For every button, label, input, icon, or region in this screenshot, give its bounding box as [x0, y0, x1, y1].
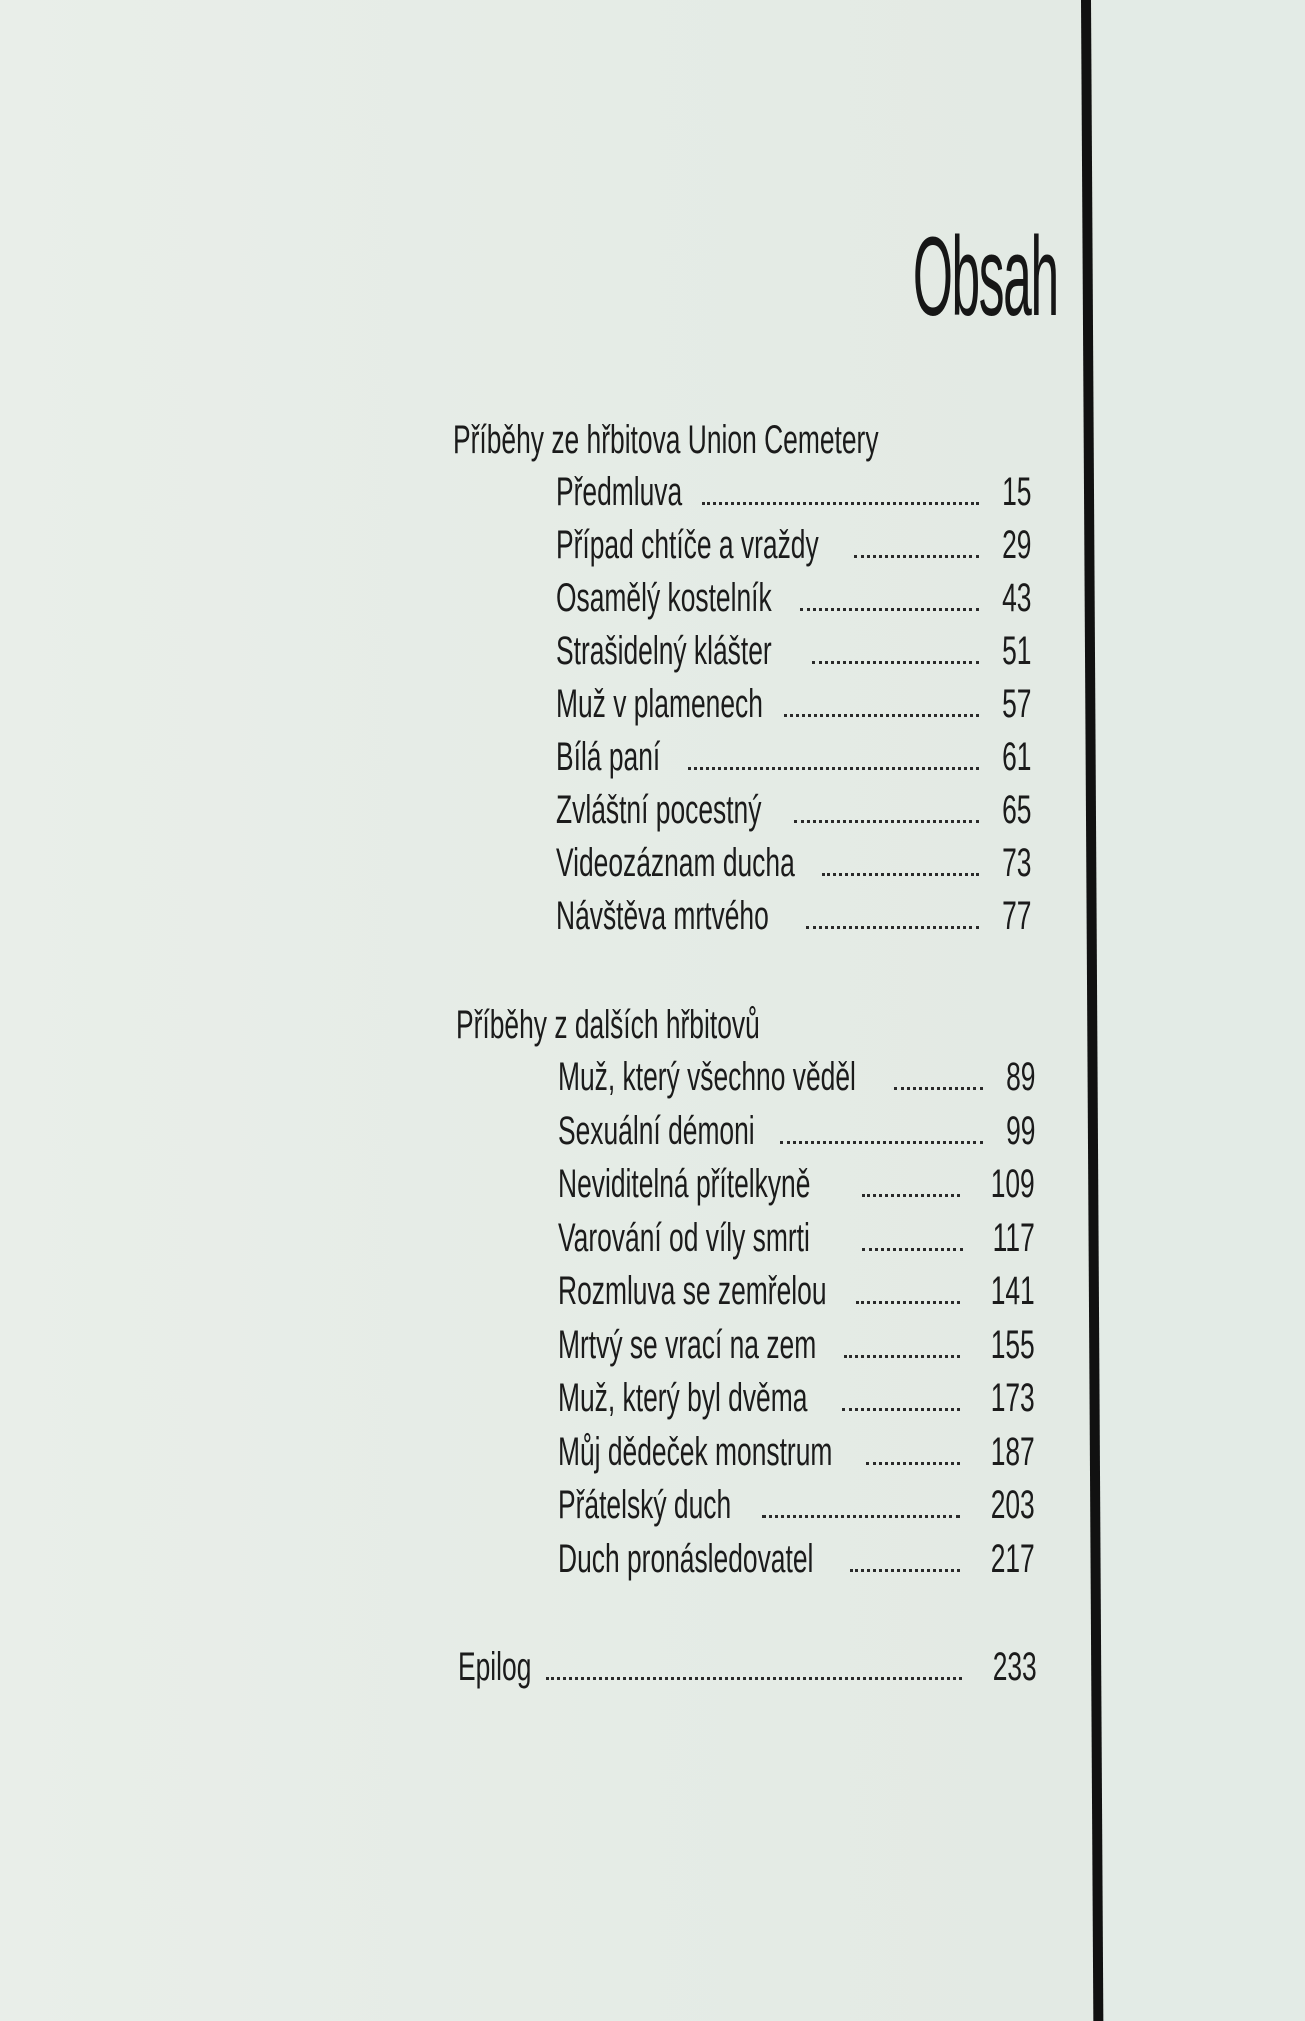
toc-entry-title: Epilog [458, 1645, 532, 1689]
toc-entry-page: 217 [990, 1537, 1035, 1581]
toc-entry[interactable] [558, 1212, 1035, 1264]
page-title: Obsah [912, 214, 1058, 339]
toc-entry-title: Strašidelný klášter [556, 629, 772, 673]
toc-entry-title: Sexuální démoni [558, 1109, 755, 1153]
leader-dots [784, 714, 979, 717]
toc-entry[interactable] [558, 1051, 1035, 1103]
toc-entry-title: Neviditelná přítelkyně [558, 1162, 811, 1206]
toc-entry-page: 109 [990, 1162, 1035, 1206]
toc-entry[interactable] [558, 1479, 1035, 1531]
toc-entry-page: 73 [1001, 841, 1031, 885]
toc-entry-page: 43 [1001, 576, 1031, 620]
toc-entry-page: 117 [992, 1216, 1035, 1260]
leader-dots [856, 1301, 960, 1304]
leader-dots [850, 1569, 960, 1572]
toc-entry-title: Bílá paní [556, 735, 661, 779]
toc-entry-title: Můj dědeček monstrum [558, 1430, 833, 1474]
toc-entry-title: Muž v plamenech [556, 682, 763, 726]
toc-entry[interactable] [556, 731, 1031, 783]
toc-entry[interactable] [558, 1426, 1035, 1478]
toc-entry-page: 51 [1001, 629, 1031, 673]
toc-entry-title: Videozáznam ducha [556, 841, 795, 885]
toc-entry[interactable] [558, 1265, 1035, 1317]
toc-entry-epilog[interactable] [458, 1641, 1037, 1693]
leader-dots [794, 820, 979, 823]
toc-entry-page: 141 [990, 1269, 1035, 1313]
toc-entry[interactable] [556, 466, 1031, 518]
leader-dots [800, 608, 979, 611]
toc-entry-title: Zvláštní pocestný [556, 788, 762, 832]
toc-entry[interactable] [556, 678, 1031, 730]
leader-dots [894, 1087, 983, 1090]
toc-entry-title: Předmluva [556, 470, 683, 514]
toc-entry[interactable] [556, 890, 1031, 942]
toc-entry-title: Rozmluva se zemřelou [558, 1269, 827, 1313]
leader-dots [854, 555, 979, 558]
toc-entry[interactable] [556, 625, 1031, 677]
toc-entry-page: 173 [990, 1376, 1035, 1420]
toc-entry[interactable] [558, 1533, 1035, 1585]
toc-entry-title: Mrtvý se vrací na zem [558, 1323, 817, 1367]
toc-entry-title: Muž, který byl dvěma [558, 1376, 808, 1420]
toc-entry-page: 233 [992, 1645, 1037, 1689]
leader-dots [862, 1194, 960, 1197]
toc-entry-title: Přátelský duch [558, 1483, 732, 1527]
toc-entry-title: Duch pronásledovatel [558, 1537, 814, 1581]
toc-entry-page: 203 [990, 1483, 1035, 1527]
toc-entry[interactable] [556, 572, 1031, 624]
toc-entry[interactable] [556, 519, 1031, 571]
toc-entry-page: 65 [1001, 788, 1031, 832]
leader-dots [866, 1462, 960, 1465]
toc-entry-page: 29 [1001, 523, 1031, 567]
toc-entry-page: 57 [1001, 682, 1031, 726]
leader-dots [806, 926, 979, 929]
toc-entry-page: 99 [1005, 1109, 1035, 1153]
toc-entry-page: 61 [1001, 735, 1031, 779]
leader-dots [702, 502, 979, 505]
leader-dots [842, 1408, 960, 1411]
toc-entry-title: Muž, který všechno věděl [558, 1055, 856, 1099]
leader-dots [546, 1677, 962, 1680]
facing-page-edge [1094, 0, 1305, 2021]
toc-entry[interactable] [558, 1105, 1035, 1157]
toc-entry-title: Případ chtíče a vraždy [556, 523, 819, 567]
leader-dots [780, 1141, 983, 1144]
toc-entry[interactable] [558, 1372, 1035, 1424]
toc-entry-page: 155 [990, 1323, 1035, 1367]
toc-entry[interactable] [556, 837, 1031, 889]
toc-entry-title: Osamělý kostelník [556, 576, 772, 620]
toc-entry-page: 77 [1001, 894, 1031, 938]
toc-entry[interactable] [556, 784, 1031, 836]
toc-entry-title: Návštěva mrtvého [556, 894, 769, 938]
leader-dots [812, 661, 979, 664]
toc-entry-page: 15 [1001, 470, 1031, 514]
toc-entry-page: 89 [1005, 1055, 1035, 1099]
leader-dots [688, 767, 979, 770]
toc-entry[interactable] [558, 1319, 1035, 1371]
section-heading-union-cemetery: Příběhy ze hřbitova Union Cemetery [453, 418, 879, 462]
leader-dots [862, 1248, 963, 1251]
toc-entry-page: 187 [990, 1430, 1035, 1474]
toc-entry[interactable] [558, 1158, 1035, 1210]
leader-dots [844, 1355, 960, 1358]
leader-dots [762, 1515, 960, 1518]
leader-dots [822, 873, 979, 876]
toc-entry-title: Varování od víly smrti [558, 1216, 810, 1260]
section-heading-other-cemeteries: Příběhy z dalších hřbitovů [456, 1003, 760, 1047]
